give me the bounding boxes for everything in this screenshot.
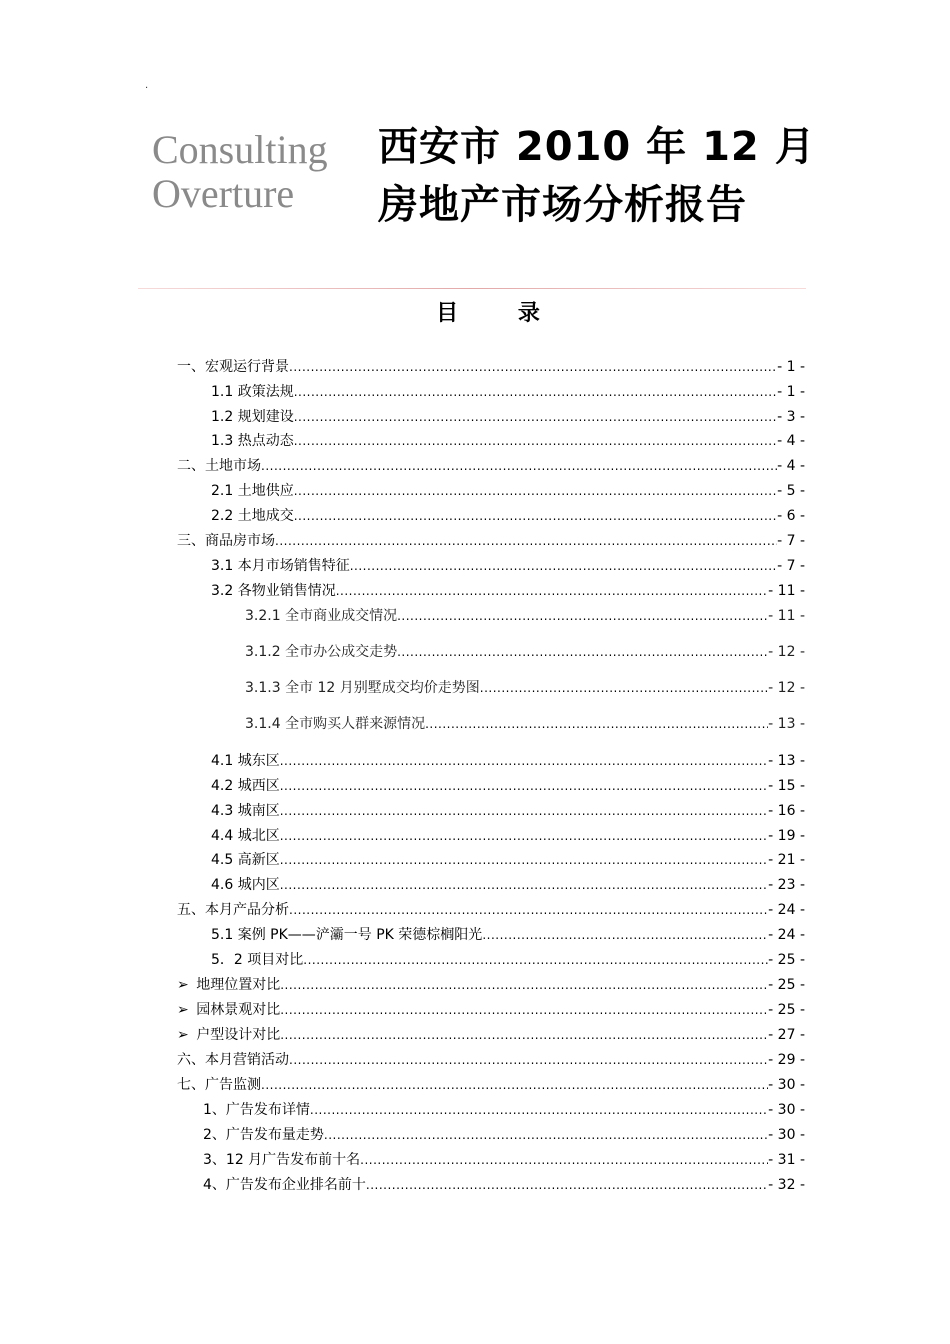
toc-entry[interactable]: [177, 1074, 805, 1094]
toc-heading: 目 录: [436, 301, 566, 326]
toc-entry-page: - 19 -: [768, 828, 805, 844]
toc-leader-dots: [280, 1028, 768, 1042]
toc-leader-dots: [289, 1053, 768, 1067]
toc-leader-dots: [289, 360, 777, 374]
report-title: [378, 118, 816, 234]
toc-leader-dots: [275, 534, 777, 548]
toc-entry[interactable]: [203, 1099, 805, 1119]
toc-entry[interactable]: [211, 750, 805, 770]
toc-entry-label: 4、广告发布企业排名前十: [203, 1177, 366, 1193]
toc-entry[interactable]: [211, 874, 805, 894]
toc-entry-label: 5．2 项目对比: [211, 952, 304, 968]
toc-entry[interactable]: [177, 356, 805, 376]
toc-entry[interactable]: [245, 713, 805, 733]
toc-entry-label: 4.6 城内区: [211, 877, 280, 893]
toc-entry-label: 4.3 城南区: [211, 803, 280, 819]
toc-leader-dots: [360, 1153, 768, 1167]
toc-entry-page: - 11 -: [768, 583, 805, 599]
toc-entry[interactable]: [211, 800, 805, 820]
toc-leader-dots: [280, 779, 768, 793]
toc-leader-dots: [280, 878, 768, 892]
toc-entry-label: 4.4 城北区: [211, 828, 280, 844]
toc-leader-dots: [280, 853, 768, 867]
toc-entry-label: 2.2 土地成交: [211, 508, 294, 524]
report-title-line-1: 西安市 2010 年 12 月: [378, 124, 816, 170]
toc-entry-label: 地理位置对比: [196, 977, 281, 993]
toc-leader-dots: [336, 584, 768, 598]
page-dot: .: [145, 80, 149, 91]
toc-entry-page: - 4 -: [777, 433, 805, 449]
toc-entry-label: 3.1.2 全市办公成交走势: [245, 644, 398, 660]
toc-entry-page: - 7 -: [777, 558, 805, 574]
toc-entry[interactable]: [211, 381, 805, 401]
toc-entry[interactable]: [177, 530, 805, 550]
toc-entry-page: - 13 -: [768, 716, 805, 732]
brand-line-2: Overture: [152, 171, 295, 216]
toc-entry[interactable]: [177, 999, 805, 1019]
toc-entry-page: - 6 -: [777, 508, 805, 524]
toc-entry[interactable]: [211, 924, 805, 944]
toc-entry[interactable]: [245, 641, 805, 661]
toc-entry-page: - 12 -: [768, 680, 805, 696]
toc-entry-label: 五、本月产品分析: [177, 902, 289, 918]
toc-entry-page: - 5 -: [777, 483, 805, 499]
toc-entry-page: - 1 -: [777, 359, 805, 375]
toc-entry-label: 户型设计对比: [196, 1027, 281, 1043]
toc-leader-dots: [294, 434, 777, 448]
arrow-bullet-icon: ➢: [177, 1002, 189, 1018]
toc-leader-dots: [280, 754, 768, 768]
toc-leader-dots: [261, 1078, 768, 1092]
toc-entry-label: 5.1 案例 PK——浐灞一号 PK 荣德棕榈阳光: [211, 927, 483, 943]
toc-entry[interactable]: [211, 555, 805, 575]
toc-entry-page: - 4 -: [777, 458, 805, 474]
toc-leader-dots: [294, 484, 777, 498]
brand-line-1: Consulting: [152, 127, 328, 172]
toc-entry[interactable]: [177, 974, 805, 994]
toc-leader-dots: [350, 559, 777, 573]
toc-entry-page: - 25 -: [768, 1002, 805, 1018]
toc-entry-label: 4.5 高新区: [211, 852, 280, 868]
toc-entry[interactable]: [211, 825, 805, 845]
toc-entry[interactable]: [245, 605, 805, 625]
toc-entry-page: - 23 -: [768, 877, 805, 893]
toc-entry[interactable]: [211, 480, 805, 500]
toc-leader-dots: [261, 459, 777, 473]
toc-entry-page: - 30 -: [768, 1102, 805, 1118]
toc-leader-dots: [294, 410, 777, 424]
toc-leader-dots: [294, 385, 777, 399]
toc-entry[interactable]: [177, 1024, 805, 1044]
toc-entry-page: - 30 -: [768, 1127, 805, 1143]
toc-leader-dots: [280, 978, 768, 992]
toc-leader-dots: [480, 681, 768, 695]
toc-entry-label: 1.2 规划建设: [211, 409, 294, 425]
toc-entry-label: 4.2 城西区: [211, 778, 280, 794]
toc-entry-page: - 7 -: [777, 533, 805, 549]
toc-entry[interactable]: [203, 1124, 805, 1144]
toc-entry[interactable]: [211, 406, 805, 426]
toc-entry-page: - 24 -: [768, 927, 805, 943]
toc-entry-label: 一、宏观运行背景: [177, 359, 289, 375]
toc-entry-label: 3、12 月广告发布前十名: [203, 1152, 361, 1168]
toc-entry-label: 3.1.3 全市 12 月别墅成交均价走势图: [245, 680, 480, 696]
toc-entry-page: - 25 -: [768, 977, 805, 993]
toc-leader-dots: [310, 1103, 768, 1117]
toc-entry-page: - 11 -: [768, 608, 805, 624]
toc-entry-label: 1、广告发布详情: [203, 1102, 310, 1118]
toc-entry-label: 二、土地市场: [177, 458, 261, 474]
toc-leader-dots: [324, 1128, 768, 1142]
toc-entry-label: 3.1.4 全市购买人群来源情况: [245, 716, 426, 732]
toc-entry-page: - 30 -: [768, 1077, 805, 1093]
brand-logo-text: [152, 128, 328, 216]
toc-entry-page: - 16 -: [768, 803, 805, 819]
toc-entry-page: - 25 -: [768, 952, 805, 968]
toc-entry-label: 六、本月营销活动: [177, 1052, 289, 1068]
toc-entry[interactable]: [177, 455, 805, 475]
toc-leader-dots: [294, 509, 777, 523]
toc-entry-page: - 29 -: [768, 1052, 805, 1068]
toc-entry-label: 3.1 本月市场销售特征: [211, 558, 350, 574]
toc-entry-page: - 13 -: [768, 753, 805, 769]
toc-entry-page: - 31 -: [768, 1152, 805, 1168]
toc-entry-label: 园林景观对比: [196, 1002, 281, 1018]
toc-entry-label: 4.1 城东区: [211, 753, 280, 769]
toc-leader-dots: [482, 928, 768, 942]
toc-entry[interactable]: [211, 580, 805, 600]
toc-entry-label: 2.1 土地供应: [211, 483, 294, 499]
toc-entry-page: - 24 -: [768, 902, 805, 918]
toc-leader-dots: [303, 953, 768, 967]
toc-leader-dots: [280, 1003, 768, 1017]
toc-entry-page: - 27 -: [768, 1027, 805, 1043]
toc-entry-label: 2、广告发布量走势: [203, 1127, 324, 1143]
report-title-line-2: 房地产市场分析报告: [378, 182, 747, 228]
toc-entry-label: 3.2 各物业销售情况: [211, 583, 336, 599]
toc-entry-page: - 15 -: [768, 778, 805, 794]
toc-leader-dots: [280, 804, 768, 818]
arrow-bullet-icon: ➢: [177, 977, 189, 993]
arrow-bullet-icon: ➢: [177, 1027, 189, 1043]
toc-entry-page: - 3 -: [777, 409, 805, 425]
title-divider: [138, 288, 806, 289]
toc-leader-dots: [280, 829, 768, 843]
toc-entry[interactable]: [211, 430, 805, 450]
toc-entry[interactable]: [203, 1174, 805, 1194]
toc-entry-label: 3.2.1 全市商业成交情况: [245, 608, 398, 624]
toc-entry[interactable]: [211, 775, 805, 795]
toc-entry-label: 七、广告监测: [177, 1077, 261, 1093]
toc-entry-label: 1.1 政策法规: [211, 384, 294, 400]
toc-entry[interactable]: [203, 1149, 805, 1169]
toc-leader-dots: [397, 645, 768, 659]
toc-entry-page: - 32 -: [768, 1177, 805, 1193]
toc-entry-page: - 12 -: [768, 644, 805, 660]
toc-leader-dots: [425, 717, 768, 731]
toc-entry[interactable]: [211, 849, 805, 869]
toc-entry[interactable]: [211, 949, 805, 969]
toc-entry-page: - 1 -: [777, 384, 805, 400]
toc-entry[interactable]: [177, 899, 805, 919]
toc-entry[interactable]: [245, 677, 805, 697]
toc-leader-dots: [397, 609, 768, 623]
toc-entry[interactable]: [211, 505, 805, 525]
toc-entry-page: - 21 -: [768, 852, 805, 868]
toc-entry-label: 1.3 热点动态: [211, 433, 294, 449]
toc-leader-dots: [289, 903, 768, 917]
toc-entry[interactable]: [177, 1049, 805, 1069]
toc-entry-label: 三、商品房市场: [177, 533, 275, 549]
toc-leader-dots: [366, 1178, 768, 1192]
